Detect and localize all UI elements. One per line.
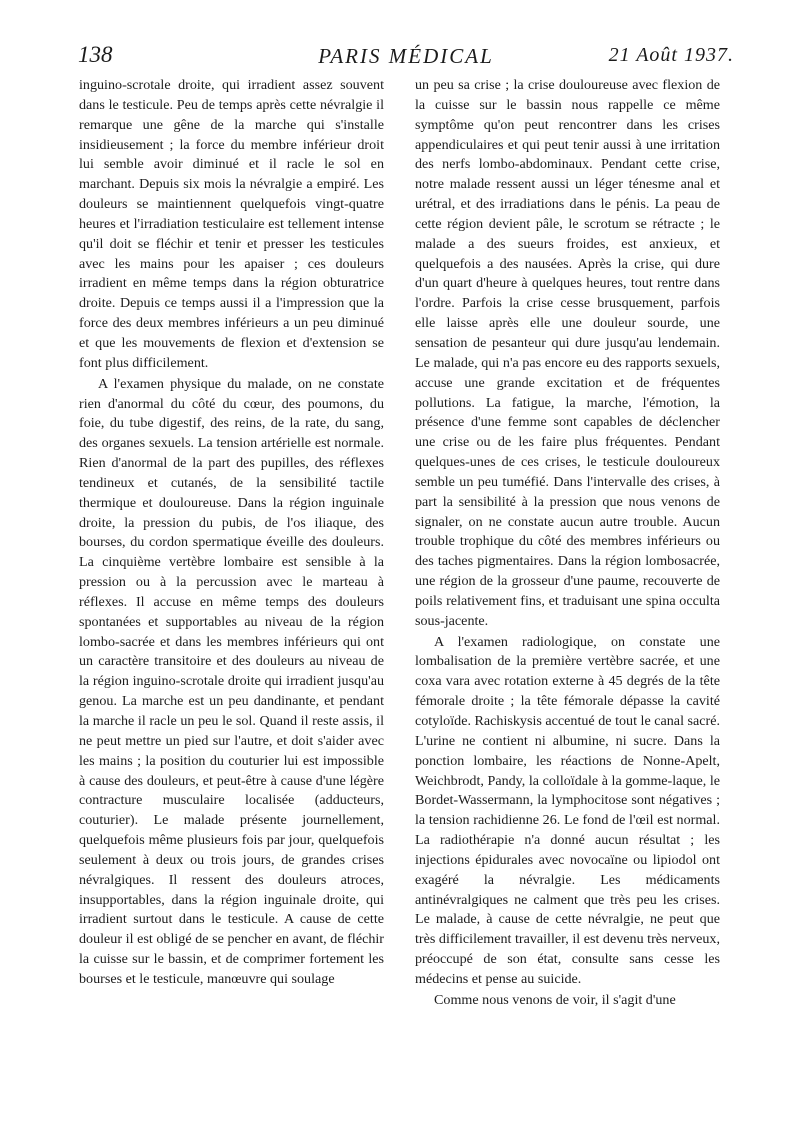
- page-number: 138: [78, 42, 113, 67]
- left-column: [79, 76, 384, 990]
- page-header: [78, 38, 734, 74]
- right-paragraph-3: Comme nous venons de voir, il s'agit d'une: [434, 991, 676, 1008]
- right-column: [415, 76, 720, 1011]
- right-paragraph-1: un peu sa crise ; la crise douloureuse avec flexion de la cuisse sur le bassin nous rappelle ce même symptôme qu'on peut rencontrer dans les crises appendiculaires et qui peut tenir aussi à une irritation des nerfs lombo-abdominaux. Pendant cette crise, notre malade ressent aussi un léger ténesme anal et urétral, et des irradiations dans le pénis. La peau de cette région devient pâle, le scrotum se rétracte ; le malade a des sueurs froides, est anxieux, et quelquefois a des nausées. Après la crise, qui dure d'un quart d'heure à quelques heures, tout rentre dans l'ordre. Parfois la crise cesse brusquement, parfois elle laisse après elle une douleur sourde, une sensation de pesanteur qui dure jusqu'au lendemain. Le malade, qui n'a pas encore eu des rapports sexuels, accuse une grande excitation et de fréquentes pollutions. La fatigue, la marche, l'émotion, la présence d'une femme sont capables de déclencher une crise ou de les faire plus fréquentes. Pendant quelques-unes de ces crises, le testicule douloureux semble un peu tuméfié. Dans l'intervalle des crises, à part la sensibilité à la pression que nous venons de signaler, on ne constate aucun autre trouble. Aucun trouble trophique du côté des membres inférieurs ou des taches pigmentaires. Dans la région lombosacrée, une région de la grosseur d'une paume, recouverte de poils relativement fins, et traduisant une spina occulta sous-jacente.: [415, 77, 720, 629]
- issue-date: 21 Août 1937.: [608, 44, 734, 66]
- right-paragraph-2: A l'examen radiologique, on constate une lombalisation de la première vertèbre sacrée, et une coxa vara avec rotation externe à 45 degrés de la tête fémorale droite ; la tête fémorale dépasse la cavité cotyloïde. Rachiskysis accentué de tout le canal sacré. L'urine ne contient ni albumine, ni sucre. Dans la ponction lombaire, les réactions de Nonne-Apelt, Weichbrodt, Pandy, la colloïdale à la gomme-laque, le Bordet-Wassermann, la lymphocitose sont négatives ; la tension rachidienne 26. Le fond de l'œil est normal. La radiothérapie n'a donné aucun résultat ; les injections épidurales avec novocaïne ou lipiodol ont exagéré la névralgie. Les médicaments antinévralgiques ne calment que très peu les crises. Le malade, à cause de cette névralgie, ne peut que très difficilement travailler, il est devenu très nerveux, préoccupé de son état, consulte sans cesse les médecins et pense au suicide.: [415, 633, 720, 987]
- journal-title: PARIS MÉDICAL: [318, 44, 494, 68]
- left-paragraph-2: A l'examen physique du malade, on ne constate rien d'anormal du côté du cœur, des poumons, du foie, du tube digestif, des reins, de la rate, du sang, des organes sexuels. La tension artérielle est normale. Rien d'anormal de la part des pupilles, des réflexes tendineux et cutanés, de la sensibilité tactile thermique et douloureuse. Dans la région inguinale droite, la pression du pubis, de l'os iliaque, des bourses, du cordon spermatique éveille des douleurs. La cinquième vertèbre lombaire est sensible à la pression ou à la percussion avec le marteau à réflexes. Il accuse en même temps des douleurs spontanées et supportables au niveau de la région lombo-sacrée et dans les membres inférieurs qui ont un caractère transitoire et des douleurs au niveau de la région inguino-scrotale droite qui irradient jusqu'au genou. La marche est un peu dandinante, et pendant la marche il racle un peu le sol. Quand il reste assis, il ne peut mettre un pied sur l'autre, et doit s'aider avec les mains ; la position du couturier lui est impossible à cause des douleurs, et peut-être à cause d'une légère contracture musculaire localisée (adducteurs, couturier). Le malade présente journellement, quelquefois même plusieurs fois par jour, quelquefois seulement à deux ou trois jours, de grandes crises névralgiques. Il ressent des douleurs atroces, insupportables, dans la région inguinale droite, qui irradient surtout dans le testicule. A cause de cette douleur il est obligé de se pencher en avant, de fléchir la cuisse sur le bassin, et de comprimer fortement les bourses et le testicule, manœuvre qui soulage: [79, 375, 384, 987]
- left-paragraph-1: inguino-scrotale droite, qui irradient assez souvent dans le testicule. Peu de temps après cette névralgie il remarque une gêne de la marche qui s'installe insidieusement ; la force du membre inférieur droit lui semble avoir diminué et il racle le sol en marchant. Depuis six mois la névralgie a empiré. Les douleurs se maintiennent quelquefois vingt-quatre heures et l'irradiation testiculaire est tellement intense qu'il doit se fléchir et tenir et presser les testicules avec les mains pour les apaiser ; ces douleurs irradient en même temps dans la région obturatrice droite. Depuis ce temps aussi il a l'impression que la force des deux membres inférieurs a un peu diminué et que les mouvements de flexion et d'extension se font plus difficilement.: [79, 77, 384, 371]
